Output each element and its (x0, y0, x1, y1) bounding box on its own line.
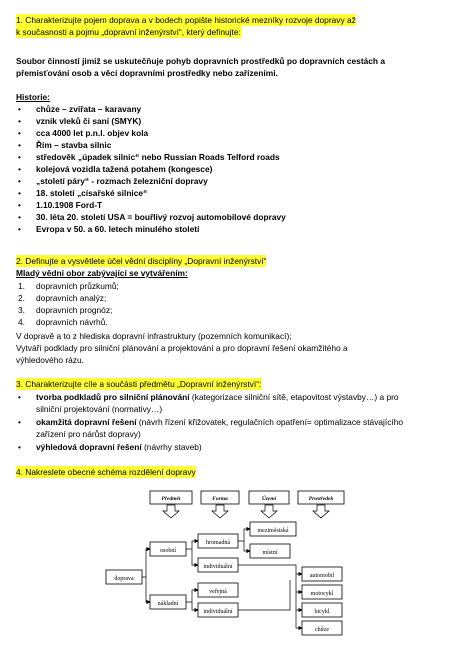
svg-text:chůze: chůze (315, 627, 329, 633)
q3-item-bold: výhledová dopravní řešení (36, 442, 142, 452)
q2-para2-line2: výhledového rázu. (16, 355, 84, 365)
node-meziměstska (250, 522, 296, 536)
q3-item-rest: (návrh řízení křižovatek, regulačních opatření= optimalizace stávajícího (136, 417, 404, 427)
q3-title: 3. Charakterizujte cíle a součásti předmětu „Dopravní inženýrství“: (16, 379, 262, 389)
history-item: 30. léta 20. století USA = bouřlivý rozvoj automobilové dopravy (36, 212, 286, 222)
bullet-icon: • (18, 392, 21, 402)
bullet-icon: • (18, 152, 21, 162)
svg-text:automobil: automobil (309, 573, 335, 579)
node-verejna (198, 583, 238, 597)
list-number: 3. (18, 305, 25, 315)
list-number: 1. (18, 281, 25, 291)
svg-text:hromadná: hromadná (206, 540, 230, 546)
svg-text:bicykl: bicykl (314, 609, 330, 615)
bullet-icon: • (18, 128, 21, 138)
diagram-header-uzemi (249, 491, 289, 504)
svg-text:individuální: individuální (203, 564, 233, 570)
history-item: 1.10.1908 Ford-T (36, 200, 103, 210)
q2-title: 2. Definujte a vysvětlete účel vědní disciplíny „Dopravní inženýrství“ (16, 256, 267, 266)
diagram-header-prostredek (298, 491, 344, 504)
svg-text:motocykl: motocykl (310, 591, 334, 597)
q1-title-line1: 1. Charakterizujte pojem doprava a v bodech popište historické mezníky rozvoje dopravy až (16, 15, 356, 25)
node-hromadna (198, 534, 238, 548)
q4-title: 4. Nakreslete obecné schéma rozdělení dopravy (16, 467, 196, 477)
node-bicykl (302, 603, 342, 617)
svg-text:osobní: osobní (159, 548, 177, 554)
history-item: kolejová vozidla tažená potahem (kongesce) (36, 164, 213, 174)
bullet-icon: • (18, 200, 21, 210)
history-item: Řím – stavba silnic (36, 140, 112, 150)
q3-item-continuation: silniční projektování (normativy…) (36, 404, 163, 414)
q3-item-rest: (kategorizace silniční sítě, etapovitost výstavby…) a pro (189, 392, 399, 402)
node-doprava (106, 570, 142, 584)
header-label: Forma (212, 496, 228, 502)
node-motocykl (302, 585, 342, 599)
svg-text:nákladní: nákladní (157, 601, 179, 607)
node-individualni-1 (198, 558, 238, 572)
q3-item-bold: tvorba podkladů pro silniční plánování (36, 392, 190, 402)
svg-text:doprava: doprava (114, 576, 134, 582)
bullet-icon: • (18, 164, 21, 174)
history-item: „století páry“ - rozmach železniční dopravy (36, 176, 208, 186)
q1-title-line2: k současnosti a pojmu „dopravní inženýrství“, který definujte: (16, 27, 241, 37)
header-label: Předmět (161, 496, 181, 502)
node-chuze (302, 621, 342, 635)
list-item: dopravních průzkumů; (36, 281, 119, 291)
history-item: chůze – zvířata – karavany (36, 104, 142, 114)
bullet-icon: • (18, 224, 21, 234)
list-item: dopravních prognóz; (36, 305, 113, 315)
list-item: dopravních návrhů. (36, 317, 108, 327)
bullet-icon: • (18, 116, 21, 126)
svg-text:meziměstská: meziměstská (257, 528, 289, 534)
history-item: cca 4000 let p.n.l. objev kola (36, 128, 149, 138)
q3-item-bold: okamžitá dopravní řešení (36, 417, 137, 427)
list-number: 4. (18, 317, 25, 327)
svg-text:veřejná: veřejná (209, 589, 227, 595)
history-item: vznik vleků či saní (SMYK) (36, 116, 142, 126)
q3-item-rest: (návrhy staveb) (141, 442, 202, 452)
history-item: Evropa v 50. a 60. letech minulého století (36, 224, 200, 234)
list-item: dopravních analýz; (36, 293, 107, 303)
q1-definition-line2: přemisťování osob a věcí dopravními prostředky nebo zařízeními. (16, 68, 278, 78)
diagram-header-forma (201, 491, 239, 504)
svg-text:individuální: individuální (203, 609, 233, 615)
history-heading: Historie: (16, 92, 50, 102)
node-nakladni (150, 595, 186, 609)
bullet-icon: • (18, 442, 21, 452)
bullet-icon: • (18, 188, 21, 198)
bullet-icon: • (18, 212, 21, 222)
q2-para1: V dopravě a to z hlediska dopravní infrastruktury (pozemních komunikací); (16, 331, 292, 341)
list-number: 2. (18, 293, 25, 303)
header-label: Prostředek (308, 496, 334, 502)
node-individualni-2 (198, 603, 238, 617)
history-item: středověk „úpadek silnic“ nebo Russian Roads Telford roads (36, 152, 280, 162)
header-label: Území (261, 496, 277, 502)
bullet-icon: • (18, 417, 21, 427)
history-item: 18. století „císařské silnice“ (36, 188, 148, 198)
header-arrows (163, 505, 329, 518)
node-automobil (302, 567, 342, 581)
node-mistni (250, 544, 290, 558)
bullet-icon: • (18, 176, 21, 186)
q2-para2-line1: Vytváří podklady pro silniční plánování a projektování a pro dopravní řešení okamžitého a (16, 343, 348, 353)
svg-text:místní: místní (262, 550, 278, 556)
q1-definition-line1: Soubor činností jimiž se uskutečňuje pohyb dopravních prostředků po dopravních cestách a (16, 56, 386, 66)
q2-subheading: Mladý vědní obor zabývající se vytvářením: (16, 268, 188, 278)
diagram-header-predmet (150, 491, 192, 504)
bullet-icon: • (18, 140, 21, 150)
node-osobni (150, 542, 186, 556)
q3-item-continuation: zařízení pro nárůst dopravy) (36, 429, 141, 439)
bullet-icon: • (18, 104, 21, 114)
